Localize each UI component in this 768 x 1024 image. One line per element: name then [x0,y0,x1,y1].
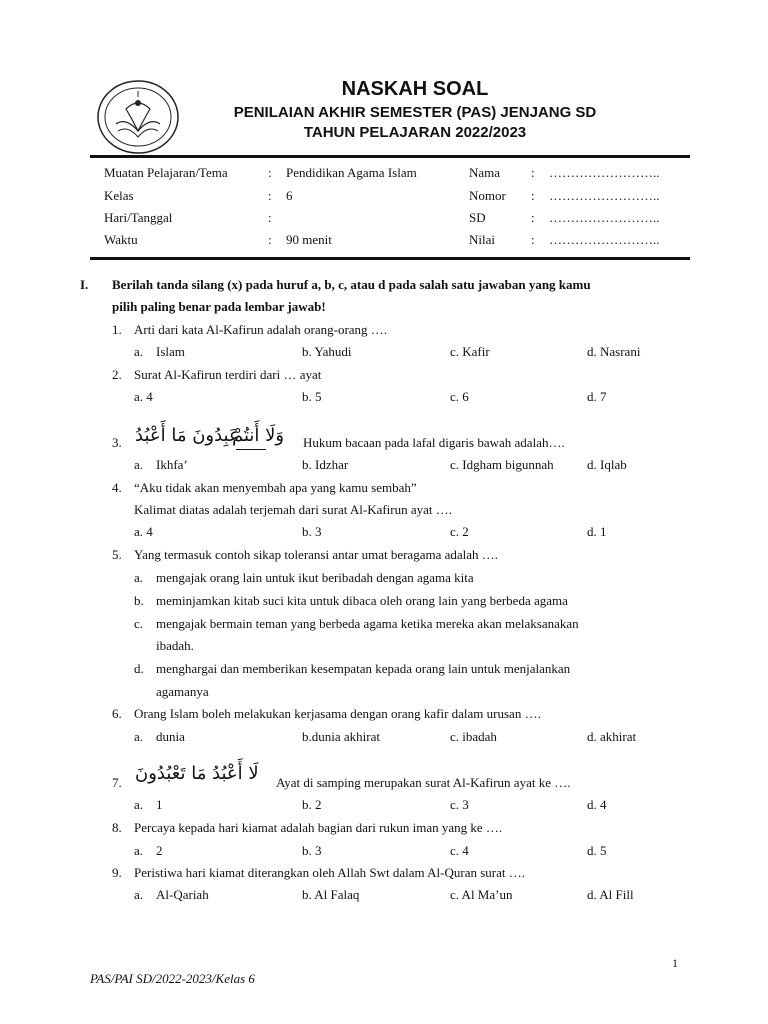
info-colon: : [531,188,535,203]
info-value-name[interactable]: …………………….. [549,165,660,180]
question-number: 5. [112,547,122,562]
exam-subtitle: PENILAIAN AKHIR SEMESTER (PAS) JENJANG SD [233,104,597,121]
section-number: I. [80,277,89,292]
info-colon: : [268,232,272,247]
option-a[interactable]: a. 4 [134,524,153,539]
option-b[interactable]: b. 3 [302,843,322,858]
option-a-text[interactable]: Ikhfa’ [156,457,188,472]
option-c-text-cont[interactable]: ibadah. [156,638,194,653]
option-a-text[interactable]: dunia [156,729,185,744]
arabic-verse: لَا أَعْبُدُ مَا تَعْبُدُونَ [135,763,259,784]
academic-year: TAHUN PELAJARAN 2022/2023 [303,124,527,141]
question-number: 3. [112,435,122,450]
header-divider-bottom [90,257,690,260]
option-a-text[interactable]: Al-Qariah [156,887,209,902]
option-d[interactable]: d. Al Fill [587,887,634,902]
option-c[interactable]: c. Idgham bigunnah [450,457,554,472]
info-value-school[interactable]: …………………….. [549,210,660,225]
option-c[interactable]: c. 2 [450,524,469,539]
option-d[interactable]: d. 5 [587,843,607,858]
tut-wuri-handayani-logo [96,79,180,155]
option-a-text[interactable]: 2 [156,843,163,858]
option-d[interactable]: d. 7 [587,389,607,404]
option-a[interactable]: a. [134,887,144,902]
option-b[interactable]: b. Idzhar [302,457,349,472]
question-text: Hukum bacaan pada lafal digaris bawah adalah…. [303,435,565,450]
question-text: Percaya kepada hari kiamat adalah bagian dari rukun iman yang ke …. [134,820,503,835]
option-b[interactable]: b. 2 [302,797,322,812]
question-text: Peristiwa hari kiamat diterangkan oleh Allah Swt dalam Al-Quran surat …. [134,865,525,880]
info-label-subject: Muatan Pelajaran/Tema [104,165,228,180]
option-d[interactable]: d. Nasrani [587,344,641,359]
info-value-class: 6 [286,188,293,203]
info-label-time: Waktu [104,232,138,247]
info-value-time: 90 menit [286,232,332,247]
option-a-text[interactable]: 1 [156,797,163,812]
info-colon: : [268,165,272,180]
question-number: 7. [112,775,122,790]
option-b[interactable]: b.dunia akhirat [302,729,380,744]
info-colon: : [531,232,535,247]
question-text: “Aku tidak akan menyembah apa yang kamu sembah” [134,480,417,495]
option-b-text[interactable]: meminjamkan kitab suci kita untuk dibaca oleh orang lain yang berbeda agama [156,593,568,608]
question-number: 9. [112,865,122,880]
question-number: 8. [112,820,122,835]
option-b[interactable]: b. [134,593,144,608]
info-label-class: Kelas [104,188,134,203]
option-b[interactable]: b. Al Falaq [302,887,360,902]
option-a-text[interactable]: Islam [156,344,185,359]
option-a[interactable]: a. [134,457,144,472]
option-a[interactable]: a. [134,843,144,858]
info-value-subject: Pendidikan Agama Islam [286,165,417,180]
info-value-number[interactable]: …………………….. [549,188,660,203]
option-c[interactable]: c. [134,616,144,631]
option-d-text-cont[interactable]: agamanya [156,684,209,699]
option-c-text[interactable]: mengajak bermain teman yang berbeda agama ketika mereka akan melaksanakan [156,616,579,631]
question-number: 4. [112,480,122,495]
arabic-underline [236,449,266,450]
option-d[interactable]: d. 4 [587,797,607,812]
page-title: NASKAH SOAL [341,78,489,100]
question-number: 2. [112,367,122,382]
option-c[interactable]: c. Al Ma’un [450,887,513,902]
option-d[interactable]: d. akhirat [587,729,637,744]
info-value-score[interactable]: …………………….. [549,232,660,247]
option-c[interactable]: c. 3 [450,797,469,812]
option-a[interactable]: a. 4 [134,389,153,404]
info-label-score: Nilai [469,232,495,247]
option-b[interactable]: b. Yahudi [302,344,352,359]
document-code: PAS/PAI SD/2022-2023/Kelas 6 [90,971,255,986]
info-label-date: Hari/Tanggal [104,210,173,225]
option-a[interactable]: a. [134,729,144,744]
info-label-name: Nama [469,165,501,180]
question-text: Arti dari kata Al-Kafirun adalah orang-orang …. [134,322,388,337]
option-a[interactable]: a. [134,797,144,812]
question-number: 6. [112,706,122,721]
arabic-verse: وَلَا أَنتُمْ [232,425,285,446]
option-a-text[interactable]: mengajak orang lain untuk ikut beribadah dengan agama kita [156,570,474,585]
option-c[interactable]: c. ibadah [450,729,497,744]
question-text: Surat Al-Kafirun terdiri dari … ayat [134,367,322,382]
arabic-verse-underlined: عَبِدُونَ مَا أَعْبُدُ [135,425,240,446]
question-text: Yang termasuk contoh sikap toleransi antar umat beragama adalah …. [134,547,499,562]
option-b[interactable]: b. 3 [302,524,322,539]
option-a[interactable]: a. [134,570,144,585]
question-text: Ayat di samping merupakan surat Al-Kafirun ayat ke …. [276,775,571,790]
question-text-cont: Kalimat diatas adalah terjemah dari surat Al-Kafirun ayat …. [134,502,453,517]
option-c[interactable]: c. 6 [450,389,469,404]
option-b[interactable]: b. 5 [302,389,322,404]
section-instruction-cont: pilih paling benar pada lembar jawab! [112,299,326,314]
option-d[interactable]: d. Iqlab [587,457,627,472]
option-d-text[interactable]: menghargai dan memberikan kesempatan kepada orang lain untuk menjalankan [156,661,571,676]
info-label-number: Nomor [469,188,506,203]
info-colon: : [268,210,272,225]
header-divider-top [90,155,690,158]
question-text: Orang Islam boleh melakukan kerjasama dengan orang kafir dalam urusan …. [134,706,541,721]
section-instruction: Berilah tanda silang (x) pada huruf a, b, c, atau d pada salah satu jawaban yang kamu [112,277,591,292]
option-d[interactable]: d. 1 [587,524,607,539]
page-number: 1 [672,956,678,970]
option-a[interactable]: a. [134,344,144,359]
info-label-school: SD [469,210,486,225]
info-colon: : [268,188,272,203]
option-c[interactable]: c. 4 [450,843,469,858]
option-c[interactable]: c. Kafir [450,344,490,359]
option-d[interactable]: d. [134,661,144,676]
info-colon: : [531,210,535,225]
question-number: 1. [112,322,122,337]
info-colon: : [531,165,535,180]
